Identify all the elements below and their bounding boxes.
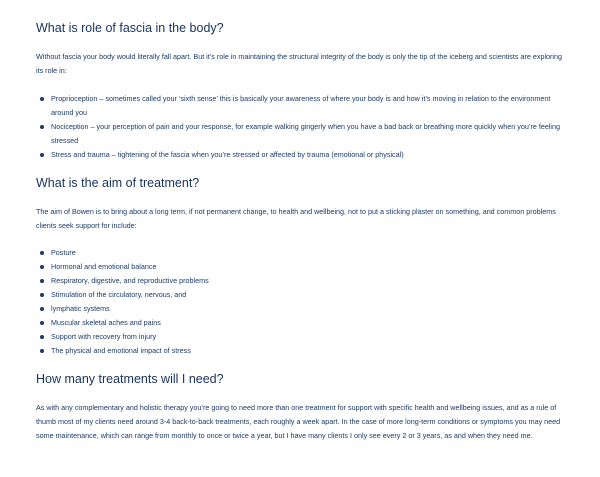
section-heading-treatment-count: How many treatments will I need?: [36, 372, 224, 386]
treatment-count-paragraph: As with any complementary and holistic therapy you’re going to need more than one treatment for support with specific health and wellbeing issues, and as a rule of thumb most of my clients need around 3-4 back-to-back treatments, each roughly a week apart. In the case of more long-term conditions or symptoms you may need some maintenance, which can range from monthly to once or twice a year, but I have many clients I only see every 2 or 3 years, as and when they need me.: [36, 403, 561, 440]
list-item: Muscular skeletal aches and pains: [36, 316, 568, 330]
treatment-problems-list: [36, 246, 568, 358]
list-item: Posture: [36, 246, 568, 260]
section-heading-treatment-aim: What is the aim of treatment?: [36, 176, 200, 190]
list-item: The physical and emotional impact of stress: [36, 344, 568, 358]
list-item: Respiratory, digestive, and reproductive problems: [36, 274, 568, 288]
treatment-aim-paragraph: The aim of Bowen is to bring about a long term, if not permanent change, to health and wellbeing, not to put a sticking plaster on something, and common problems clients seek support for include:: [36, 207, 556, 230]
section-heading-fascia-role: What is role of fascia in the body?: [36, 21, 224, 35]
list-item: Support with recovery from injury: [36, 330, 568, 344]
fascia-intro-paragraph: Without fascia your body would literally fall apart. But it’s role in maintaining the structural integrity of the body is only the tip of the iceberg and scientists are exploring its role in:: [36, 52, 563, 75]
list-item: Stimulation of the circulatory, nervous, and: [36, 288, 568, 302]
list-item: Proprioception – sometimes called your ‘sixth sense’ this is basically your awareness of where your body is and how it’s moving in relation to the environment around you: [36, 92, 568, 120]
list-item: Hormonal and emotional balance: [36, 260, 568, 274]
list-item: Stress and trauma – tightening of the fascia when you’re stressed or affected by trauma (emotional or physical): [36, 148, 568, 162]
fascia-roles-list: [36, 92, 568, 162]
list-item: Nociception – your perception of pain and your response, for example walking gingerly when you have a bad back or breathing more quickly when you’re feeling stressed: [36, 120, 568, 148]
list-item: lymphatic systems: [36, 302, 568, 316]
